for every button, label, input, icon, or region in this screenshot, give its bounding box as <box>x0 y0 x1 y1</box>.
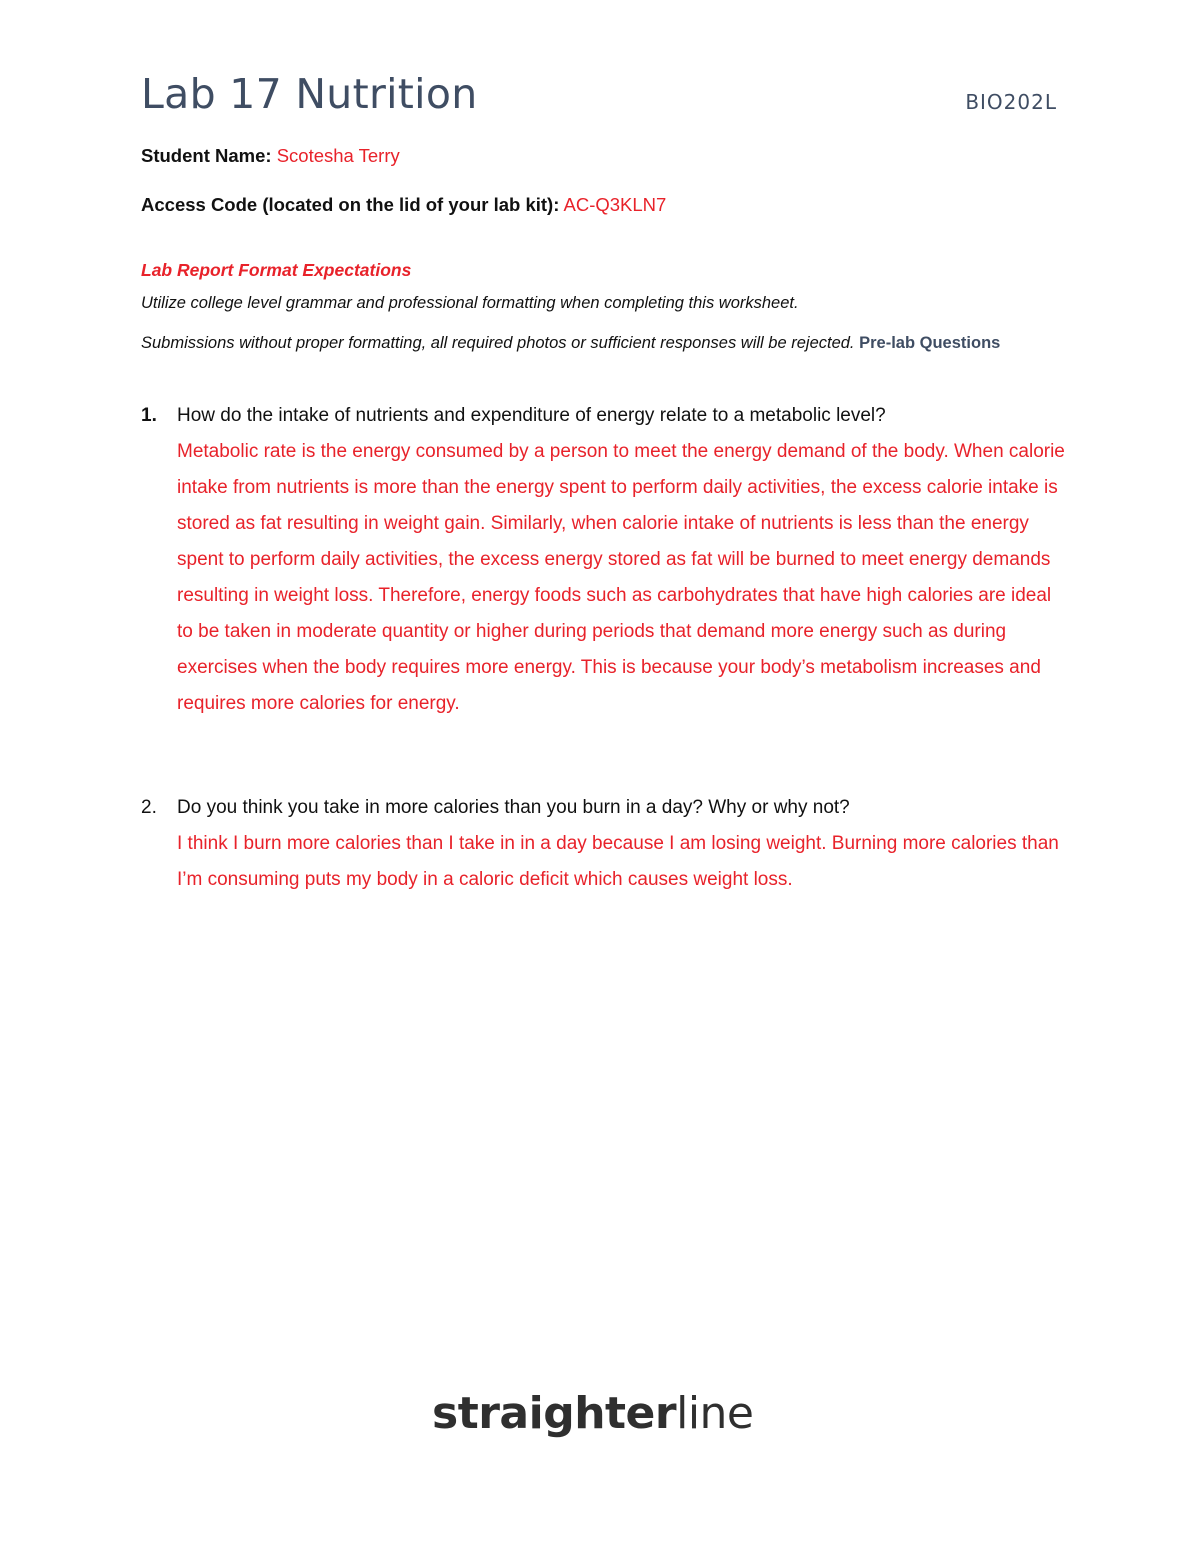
question-2 <box>141 790 1071 898</box>
straighterline-logo <box>432 1388 754 1439</box>
question-2-number: 2. <box>141 797 157 818</box>
student-name-field <box>141 145 400 167</box>
question-1 <box>141 398 1071 722</box>
question-1-answer: Metabolic rate is the energy consumed by a person to meet the energy demand of the body. When calorie intake from nutrients is more than the energy spent to perform daily activities, the excess calorie intake is stored as fat resulting in weight gain. Similarly, when calorie intake of nutrients is less than the energy spent to perform daily activities, the excess energy stored as fat will be burned to meet energy demands resulting in weight loss. Therefore, energy foods such as carbohydrates that have high calories are ideal to be taken in moderate quantity or higher during periods that demand more energy such as during exercises when the body requires more energy. This is because your body’s metabolism increases and requires more calories for energy. <box>177 441 1065 714</box>
student-name-value: Scotesha Terry <box>276 145 400 166</box>
course-code: BIO202L <box>965 90 1057 114</box>
question-2-answer: I think I burn more calories than I take in in a day because I am losing weight. Burning more calories than I’m consuming puts my body in a caloric deficit which causes weight loss. <box>177 833 1059 890</box>
format-line-1: Utilize college level grammar and professional formatting when completing this worksheet. <box>141 294 799 312</box>
question-1-text: How do the intake of nutrients and expenditure of energy relate to a metabolic level? <box>177 405 886 426</box>
access-code-field <box>141 194 666 216</box>
format-line-2 <box>141 327 1061 359</box>
access-code-value: AC-Q3KLN7 <box>563 194 667 215</box>
student-name-label: Student Name: <box>141 145 272 166</box>
page-title: Lab 17 Nutrition <box>141 70 478 118</box>
question-2-text: Do you think you take in more calories than you burn in a day? Why or why not? <box>177 797 850 818</box>
prelab-heading: Pre-lab Questions <box>859 334 1001 352</box>
question-1-number: 1. <box>141 405 157 426</box>
logo-light-text: line <box>676 1388 754 1439</box>
format-heading: Lab Report Format Expectations <box>141 260 412 280</box>
access-code-label: Access Code (located on the lid of your lab kit): <box>141 194 560 215</box>
logo-bold-text: straighter <box>432 1388 677 1439</box>
format-line-2-text: Submissions without proper formatting, all required photos or sufficient responses will be rejected. <box>141 334 855 352</box>
